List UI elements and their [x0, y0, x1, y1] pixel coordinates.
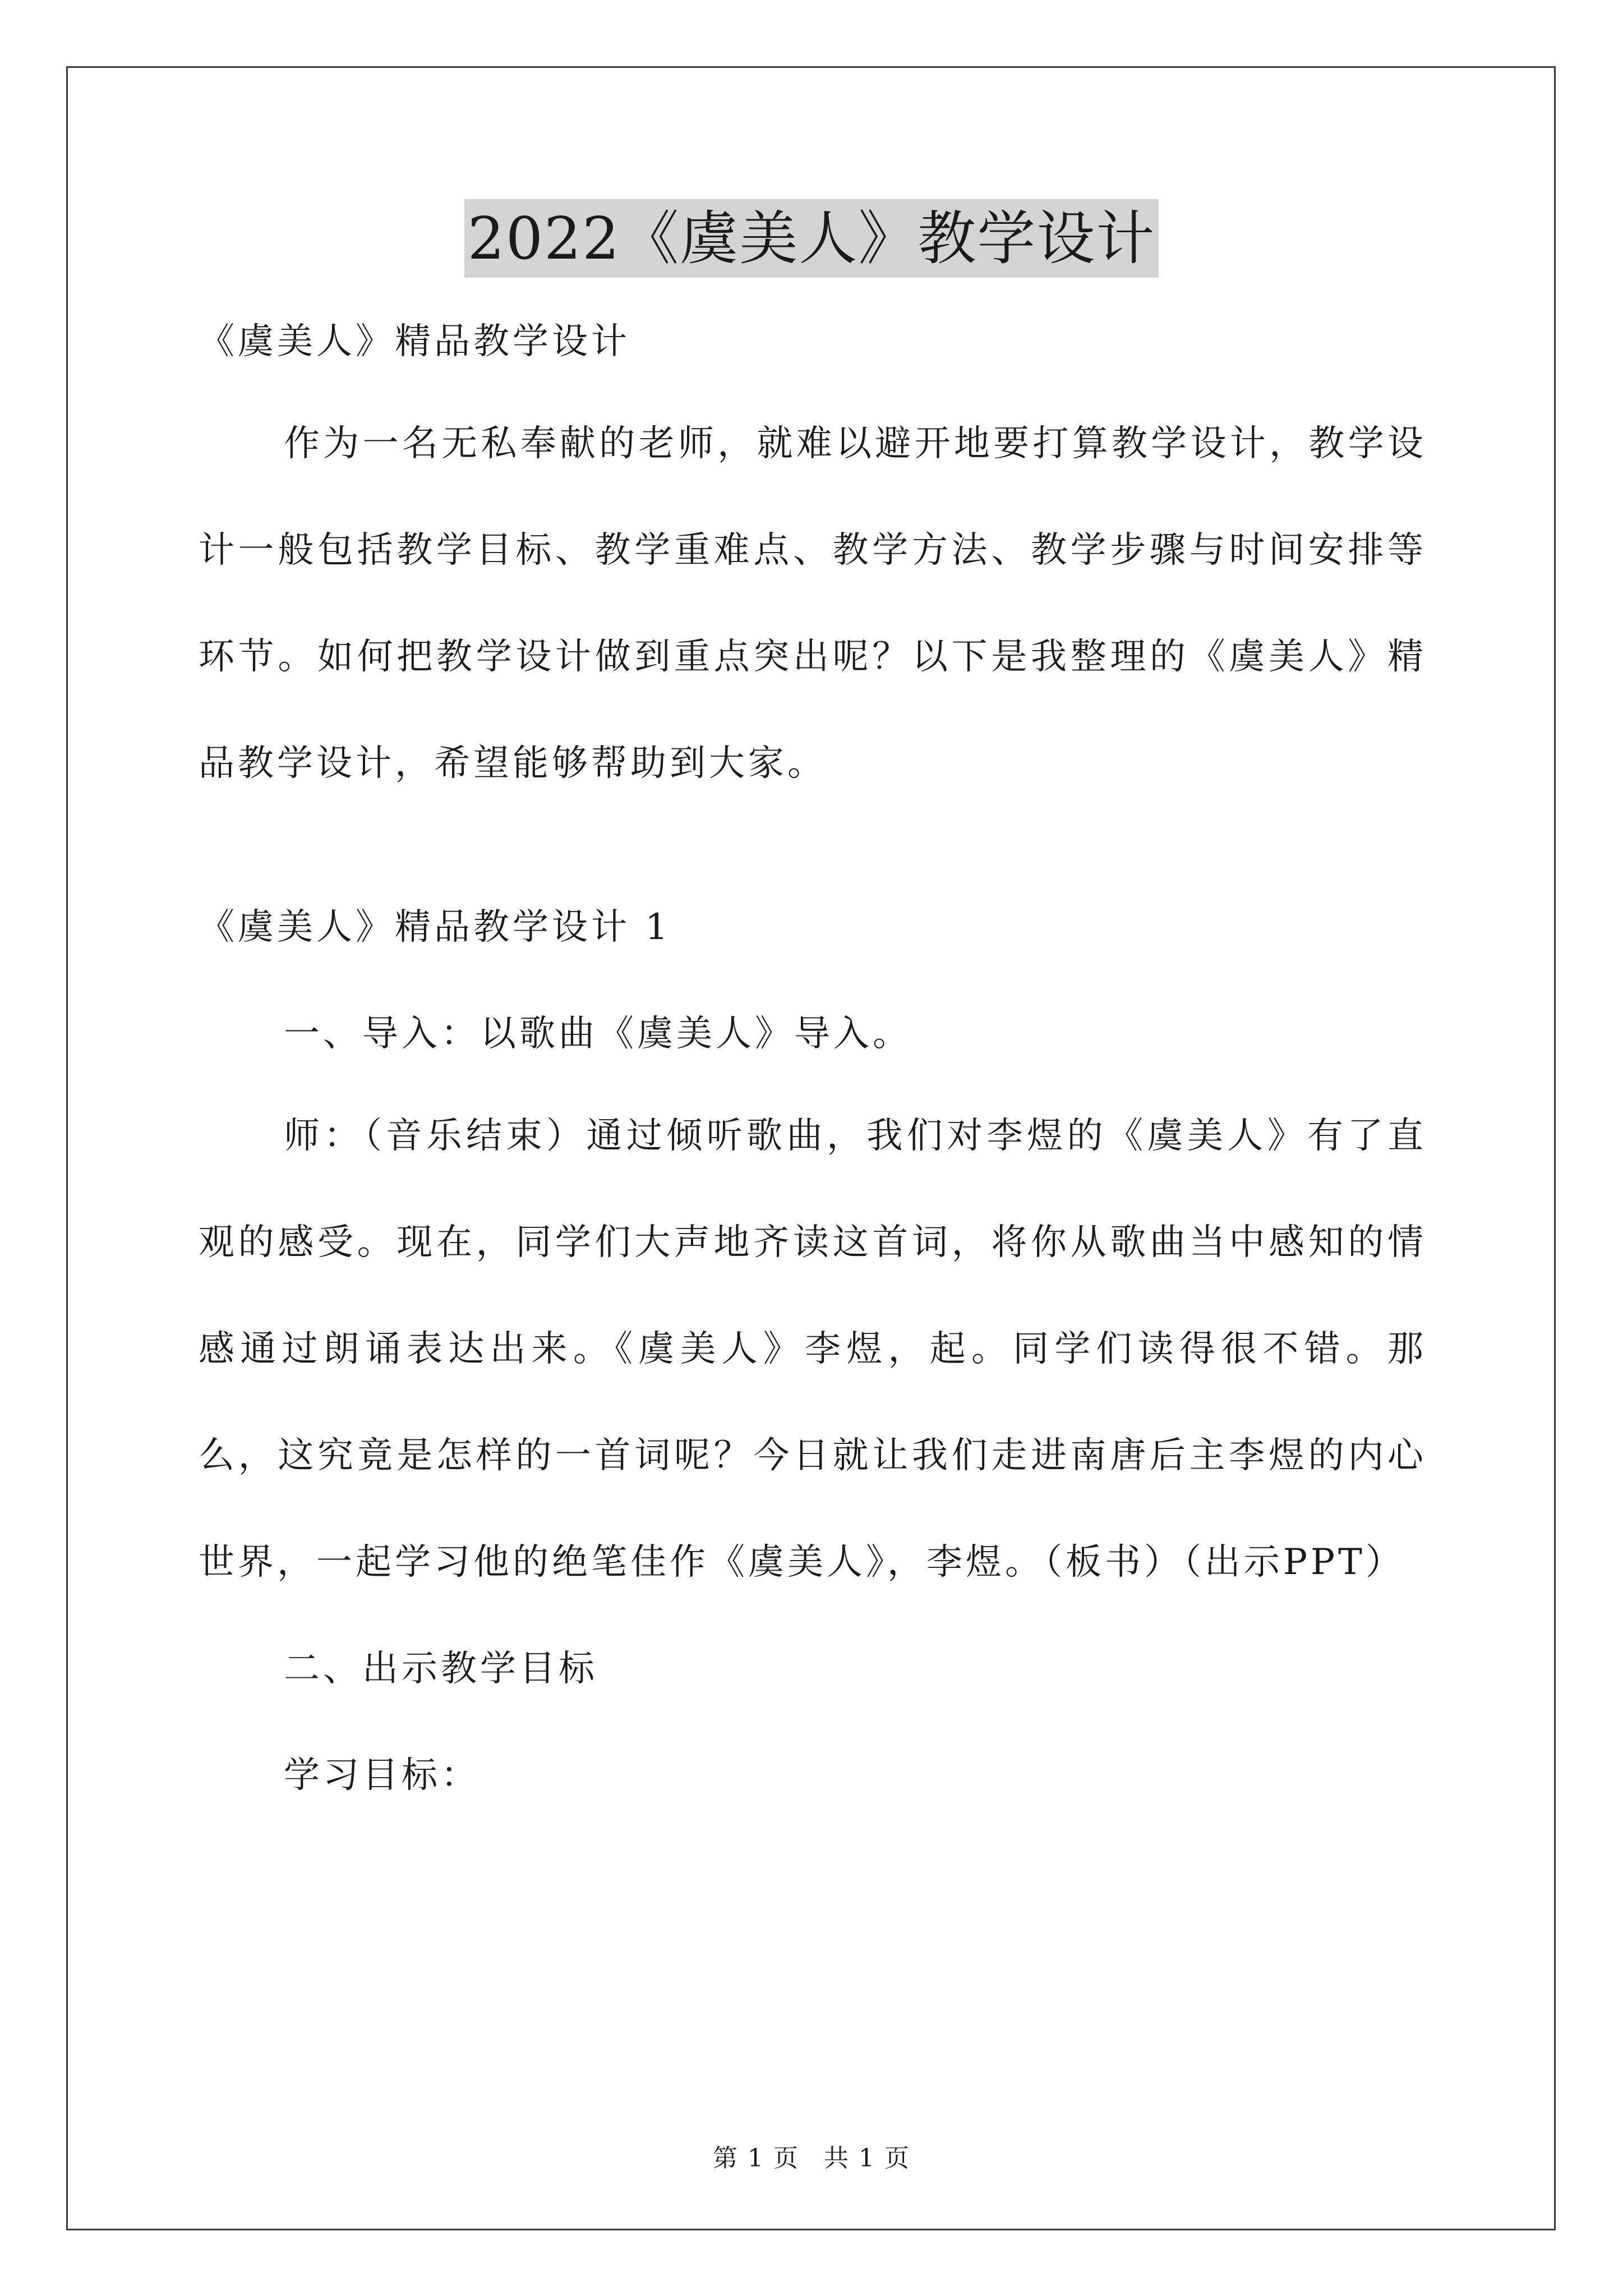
page-number-total: 共 1 页 — [824, 2144, 910, 2173]
section-heading: 《虞美人》精品教学设计 1 — [199, 907, 672, 948]
document-body — [199, 314, 1427, 1803]
teacher-paragraph: 师：（音乐结束）通过倾听歌曲，我们对李煜的《虞美人》有了直观的感受。现在，同学们大声地齐读这首词，将你从歌曲当中感知的情感通过朗诵表达出来。《虞美人》李煜，起。同学们读得很不错。那么，这究竟是怎样的一首词呢？今日就让我们走进南唐后主李煜的内心世界，一起学习他的绝笔佳作《虞美人》，李煜。（板书）（出示PPT） — [199, 1115, 1427, 1583]
step-one: 一、导入：以歌曲《虞美人》导入。 — [284, 1013, 912, 1055]
document-subtitle: 《虞美人》精品教学设计 — [199, 321, 630, 362]
title-container — [0, 199, 1623, 278]
page-footer — [0, 2142, 1623, 2175]
step-two: 二、出示教学目标 — [284, 1648, 598, 1690]
document-title: 2022《虞美人》教学设计 — [464, 199, 1159, 278]
intro-paragraph: 作为一名无私奉献的老师，就难以避开地要打算教学设计，教学设计一般包括教学目标、教学重难点、教学方法、教学步骤与时间安排等环节。如何把教学设计做到重点突出呢？以下是我整理的《虞美人》精品教学设计，希望能够帮助到大家。 — [199, 423, 1427, 784]
goals-label: 学习目标： — [284, 1755, 480, 1796]
page-number-current: 第 1 页 — [713, 2144, 799, 2173]
